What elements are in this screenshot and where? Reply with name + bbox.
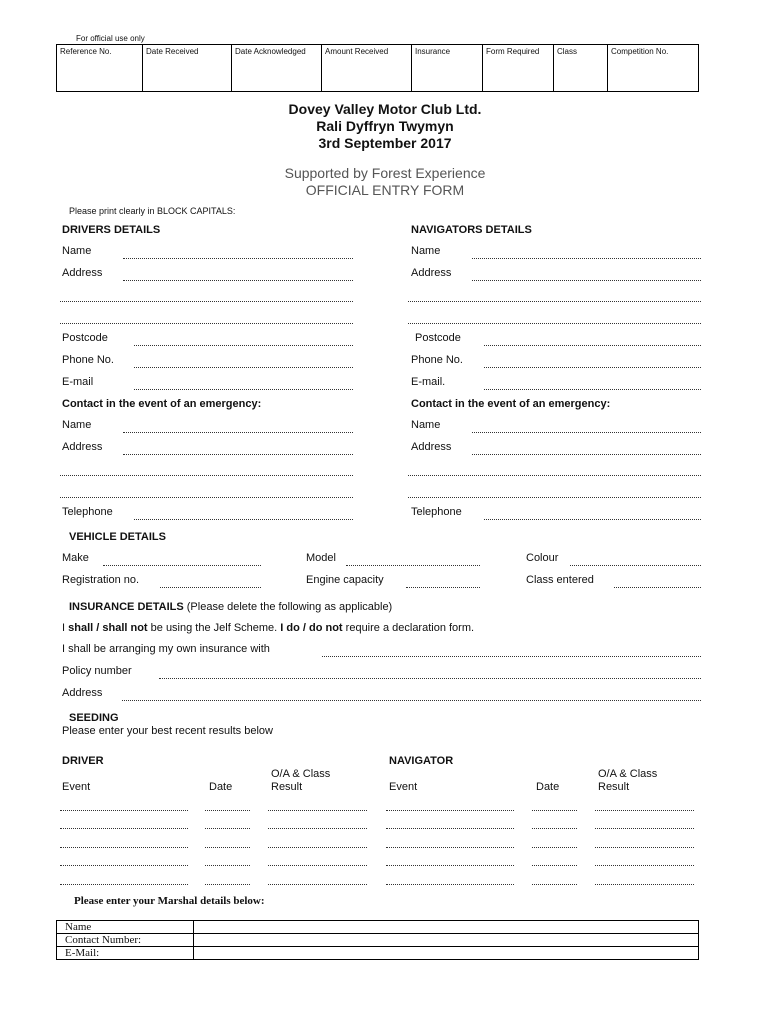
marshal-prompt: Please enter your Marshal details below: bbox=[74, 895, 265, 907]
navigator-telephone-field[interactable] bbox=[484, 519, 701, 520]
official-cell-date-received: Date Received bbox=[143, 45, 232, 92]
navigator-postcode-field[interactable] bbox=[484, 345, 701, 346]
navigator-date-header: Date bbox=[536, 781, 560, 793]
vehicle-make-field[interactable] bbox=[103, 565, 261, 566]
navigator-email-label: E-mail. bbox=[411, 376, 446, 388]
marshal-name-label: Name bbox=[57, 921, 194, 934]
driver-telephone-label: Telephone bbox=[62, 506, 113, 518]
navigator-date-field[interactable] bbox=[532, 847, 577, 848]
marshal-row bbox=[57, 947, 699, 960]
insurance-heading-line bbox=[69, 601, 392, 613]
club-title: Dovey Valley Motor Club Ltd. bbox=[288, 101, 482, 117]
navigator-name-field[interactable] bbox=[472, 258, 701, 259]
navigator-emergency-name-label: Name bbox=[411, 419, 441, 431]
insurance-note: (Please delete the following as applicable) bbox=[183, 601, 393, 613]
marshal-row bbox=[57, 934, 699, 947]
navigator-result-field[interactable] bbox=[595, 847, 694, 848]
navigator-event-header: Event bbox=[389, 781, 418, 793]
official-cell-class: Class bbox=[554, 45, 608, 92]
seeding-navigator-heading: NAVIGATOR bbox=[389, 755, 454, 767]
driver-result-header-1: O/A & Class bbox=[271, 768, 331, 780]
vehicle-colour-field[interactable] bbox=[570, 565, 701, 566]
sponsor-line: Supported by Forest Experience bbox=[284, 165, 486, 181]
driver-emergency-heading: Contact in the event of an emergency: bbox=[62, 398, 262, 410]
policy-number-field[interactable] bbox=[159, 678, 701, 679]
marshal-row bbox=[57, 921, 699, 934]
navigator-telephone-label: Telephone bbox=[411, 506, 462, 518]
driver-emergency-address-field-3[interactable] bbox=[60, 497, 353, 498]
official-cell-reference: Reference No. bbox=[57, 45, 143, 92]
insurance-address-label: Address bbox=[62, 687, 103, 699]
driver-postcode-field[interactable] bbox=[134, 345, 353, 346]
driver-event-field[interactable] bbox=[60, 847, 188, 848]
driver-phone-label: Phone No. bbox=[62, 354, 114, 366]
driver-address-field-1[interactable] bbox=[123, 280, 353, 281]
navigator-emergency-address-field-3[interactable] bbox=[408, 497, 701, 498]
official-cell-date-acknowledged: Date Acknowledged bbox=[232, 45, 322, 92]
navigator-result-header-2: Result bbox=[598, 781, 630, 793]
official-use-table bbox=[56, 44, 699, 92]
driver-date-field[interactable] bbox=[205, 884, 250, 885]
navigator-address-field-1[interactable] bbox=[472, 280, 701, 281]
navigator-name-label: Name bbox=[411, 245, 441, 257]
driver-event-field[interactable] bbox=[60, 865, 188, 866]
vehicle-model-field[interactable] bbox=[346, 565, 480, 566]
driver-address-label: Address bbox=[62, 267, 103, 279]
driver-telephone-field[interactable] bbox=[134, 519, 353, 520]
driver-date-header: Date bbox=[209, 781, 233, 793]
seeding-instruction: Please enter your best recent results below bbox=[62, 725, 273, 737]
driver-address-field-3[interactable] bbox=[60, 323, 353, 324]
driver-event-header: Event bbox=[62, 781, 91, 793]
policy-number-label: Policy number bbox=[62, 665, 132, 677]
driver-emergency-address-field-2[interactable] bbox=[60, 475, 353, 476]
vehicle-class-field[interactable] bbox=[614, 587, 701, 588]
navigator-phone-field[interactable] bbox=[484, 367, 701, 368]
official-cell-insurance: Insurance bbox=[412, 45, 483, 92]
insurance-scheme-text-a: I bbox=[62, 622, 69, 634]
event-date: 3rd September 2017 bbox=[318, 135, 452, 151]
driver-name-field[interactable] bbox=[123, 258, 353, 259]
driver-result-header-2: Result bbox=[271, 781, 303, 793]
driver-result-field[interactable] bbox=[268, 810, 367, 811]
own-insurance-label: I shall be arranging my own insurance with bbox=[62, 643, 270, 655]
vehicle-model-label: Model bbox=[306, 552, 336, 564]
vehicle-engine-label: Engine capacity bbox=[306, 574, 384, 586]
driver-date-field[interactable] bbox=[205, 865, 250, 866]
shall-option[interactable]: shall / shall not bbox=[68, 622, 148, 634]
insurance-scheme-text-e: require a declaration form. bbox=[342, 622, 475, 634]
drivers-heading: DRIVERS DETAILS bbox=[62, 224, 161, 236]
navigator-result-header-1: O/A & Class bbox=[598, 768, 658, 780]
navigator-event-field[interactable] bbox=[386, 865, 514, 866]
navigator-phone-label: Phone No. bbox=[411, 354, 463, 366]
insurance-scheme-text-c: be using the Jelf Scheme. bbox=[147, 622, 281, 634]
navigator-result-field[interactable] bbox=[595, 828, 694, 829]
event-title: Rali Dyffryn Twymyn bbox=[316, 118, 454, 134]
navigator-address-field-3[interactable] bbox=[408, 323, 701, 324]
vehicle-colour-label: Colour bbox=[526, 552, 559, 564]
driver-postcode-label: Postcode bbox=[62, 332, 108, 344]
navigator-event-field[interactable] bbox=[386, 810, 514, 811]
driver-event-field[interactable] bbox=[60, 810, 188, 811]
driver-name-label: Name bbox=[62, 245, 92, 257]
block-capitals-instruction: Please print clearly in BLOCK CAPITALS: bbox=[69, 206, 236, 216]
driver-email-field[interactable] bbox=[134, 389, 353, 390]
seeding-driver-heading: DRIVER bbox=[62, 755, 104, 767]
navigator-emergency-address-field-2[interactable] bbox=[408, 475, 701, 476]
driver-date-field[interactable] bbox=[205, 847, 250, 848]
driver-result-field[interactable] bbox=[268, 847, 367, 848]
navigator-emergency-address-field-1[interactable] bbox=[472, 454, 701, 455]
driver-date-field[interactable] bbox=[205, 810, 250, 811]
driver-result-field[interactable] bbox=[268, 865, 367, 866]
navigator-result-field[interactable] bbox=[595, 865, 694, 866]
navigators-heading: NAVIGATORS DETAILS bbox=[411, 224, 532, 236]
navigator-result-field[interactable] bbox=[595, 884, 694, 885]
marshal-name-field[interactable] bbox=[194, 921, 699, 934]
insurance-heading: INSURANCE DETAILS bbox=[69, 601, 184, 613]
driver-emergency-address-field-1[interactable] bbox=[123, 454, 353, 455]
own-insurance-field[interactable] bbox=[322, 656, 701, 657]
navigator-postcode-label: Postcode bbox=[415, 332, 461, 344]
declaration-option[interactable]: I do / do not bbox=[280, 622, 343, 634]
driver-result-field[interactable] bbox=[268, 884, 367, 885]
driver-emergency-name-label: Name bbox=[62, 419, 92, 431]
navigator-date-field[interactable] bbox=[532, 828, 577, 829]
insurance-scheme-line bbox=[62, 622, 474, 634]
marshal-email-field[interactable] bbox=[194, 947, 699, 960]
driver-event-field[interactable] bbox=[60, 828, 188, 829]
driver-date-field[interactable] bbox=[205, 828, 250, 829]
vehicle-make-label: Make bbox=[62, 552, 89, 564]
seeding-heading: SEEDING bbox=[69, 712, 119, 724]
navigator-emergency-address-label: Address bbox=[411, 441, 452, 453]
driver-emergency-address-label: Address bbox=[62, 441, 103, 453]
driver-address-field-2[interactable] bbox=[60, 301, 353, 302]
navigator-email-field[interactable] bbox=[484, 389, 701, 390]
navigator-date-field[interactable] bbox=[532, 810, 577, 811]
insurance-address-field[interactable] bbox=[122, 700, 701, 701]
vehicle-heading: VEHICLE DETAILS bbox=[69, 531, 166, 543]
vehicle-registration-label: Registration no. bbox=[62, 574, 140, 586]
driver-event-field[interactable] bbox=[60, 884, 188, 885]
navigator-emergency-heading: Contact in the event of an emergency: bbox=[411, 398, 611, 410]
official-use-row bbox=[57, 45, 699, 92]
vehicle-class-label: Class entered bbox=[526, 574, 594, 586]
navigator-event-field[interactable] bbox=[386, 884, 514, 885]
official-use-label: For official use only bbox=[76, 34, 145, 43]
driver-email-label: E-mail bbox=[62, 376, 94, 388]
official-cell-form-required: Form Required bbox=[483, 45, 554, 92]
marshal-contact-label: Contact Number: bbox=[57, 934, 194, 947]
official-cell-competition-no: Competition No. bbox=[608, 45, 699, 92]
driver-result-field[interactable] bbox=[268, 828, 367, 829]
navigator-event-field[interactable] bbox=[386, 847, 514, 848]
navigator-address-field-2[interactable] bbox=[408, 301, 701, 302]
driver-phone-field[interactable] bbox=[134, 367, 353, 368]
marshal-email-label: E-Mail: bbox=[57, 947, 194, 960]
navigator-event-field[interactable] bbox=[386, 828, 514, 829]
vehicle-registration-field[interactable] bbox=[160, 587, 261, 588]
official-cell-amount-received: Amount Received bbox=[322, 45, 412, 92]
vehicle-engine-field[interactable] bbox=[406, 587, 480, 588]
driver-emergency-name-field[interactable] bbox=[123, 432, 353, 433]
form-title: OFFICIAL ENTRY FORM bbox=[305, 182, 465, 198]
navigator-emergency-name-field[interactable] bbox=[472, 432, 701, 433]
navigator-date-field[interactable] bbox=[532, 884, 577, 885]
navigator-address-label: Address bbox=[411, 267, 452, 279]
navigator-result-field[interactable] bbox=[595, 810, 694, 811]
navigator-date-field[interactable] bbox=[532, 865, 577, 866]
marshal-table bbox=[56, 920, 699, 960]
marshal-contact-field[interactable] bbox=[194, 934, 699, 947]
